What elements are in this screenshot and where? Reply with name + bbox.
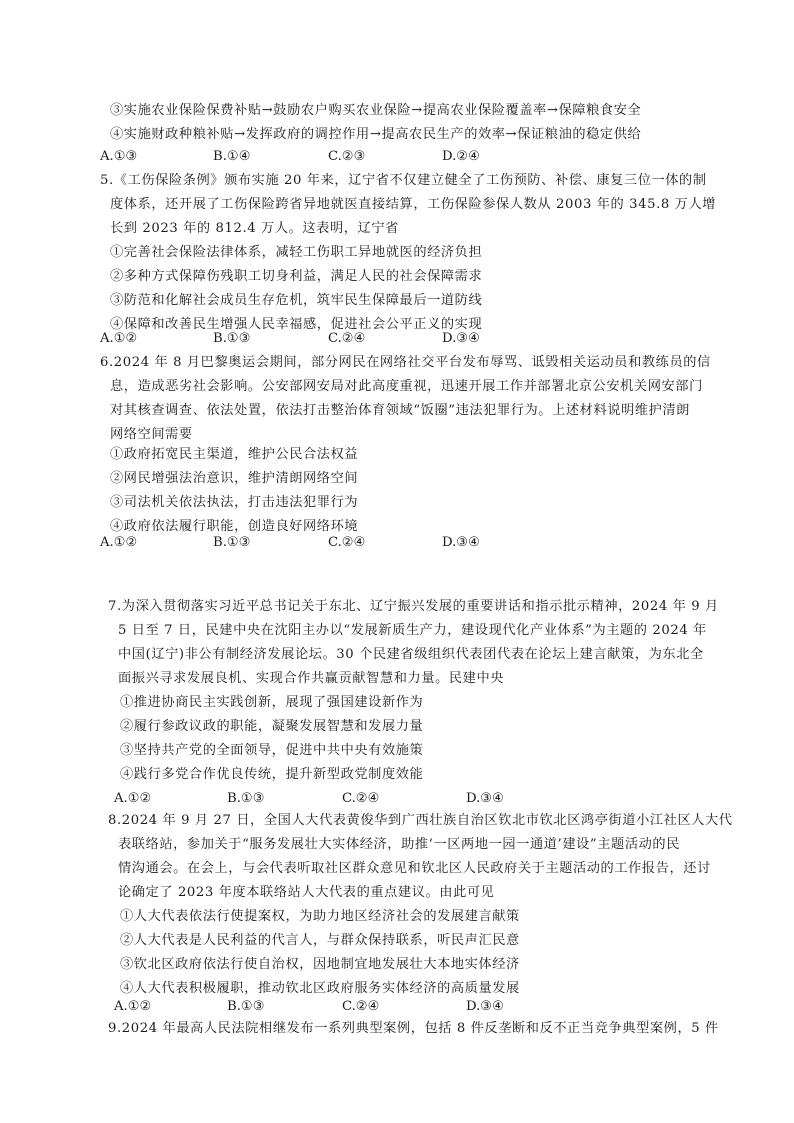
q8-item-1: ①人大代表依法行使提案权，为助力地区经济社会的发展建言献策 xyxy=(120,909,520,924)
q8-option-c: C.②④ xyxy=(342,999,380,1014)
q5-item-1: ①完善社会保险法律体系，减轻工伤职工异地就医的经济负担 xyxy=(110,245,483,260)
q8-option-a: A.①② xyxy=(114,999,152,1014)
q6-stem-line-1: 6.2024 年 8 月巴黎奥运会期间，部分网民在网络社交平台发布辱骂、诋毁相关运动员和教练员的信 xyxy=(100,355,711,370)
q5-option-b: B.①③ xyxy=(213,331,251,346)
q5-option-d: D.③④ xyxy=(442,331,480,346)
q5-option-a: A.①② xyxy=(100,331,138,346)
q6-item-4: ④政府依法履行职能，创造良好网络环境 xyxy=(110,519,359,534)
q5-item-4: ④保障和改善民生增强人民幸福感，促进社会公平正义的实现 xyxy=(110,317,483,332)
q7-item-4: ④践行多党合作优良传统，提升新型政党制度效能 xyxy=(120,767,424,782)
q9-stem-line-1: 9.2024 年最高人民法院相继发布一系列典型案例，包括 8 件反垄断和反不正当竞争典型案例，5 件 xyxy=(108,1021,719,1036)
q8-stem-line-4: 论确定了 2023 年度本联络站人大代表的重点建议。由此可见 xyxy=(118,885,495,900)
q8-stem-line-2: 表联络站，参加关于“服务发展壮大实体经济，助推‘一区两地一园一通道’建设”主题活动的民 xyxy=(118,837,680,852)
q8-option-d: D.③④ xyxy=(466,999,504,1014)
q6-option-c: C.②④ xyxy=(328,535,366,550)
q8-item-2: ②人大代表是人民利益的代言人，与群众保持联系，听民声汇民意 xyxy=(120,933,520,948)
q6-item-2: ②网民增强法治意识，维护清朗网络空间 xyxy=(110,471,359,486)
q7-option-d: D.③④ xyxy=(466,791,504,806)
q6-stem-line-3: 对其核查调查、依法处置，依法打击整治体育领域“饭圈”违法犯罪行为。上述材料说明维护清朗 xyxy=(110,403,690,418)
q7-option-b: B.①③ xyxy=(227,791,265,806)
q6-option-a: A.①② xyxy=(100,535,138,550)
q7-item-2: ②履行参政议政的职能，凝聚发展智慧和发展力量 xyxy=(120,719,424,734)
q7-item-1: ①推进协商民主实践创新，展现了强国建设新作为 xyxy=(120,695,424,710)
q8-item-4: ④人大代表积极履职，推动钦北区政府服务实体经济的高质量发展 xyxy=(120,981,520,996)
q4-item-4: ④实施财政种粮补贴→发挥政府的调控作用→提高农民生产的效率→保证粮油的稳定供给 xyxy=(110,127,642,142)
q7-stem-line-2: 5 日至 7 日，民建中央在沈阳主办以“发展新质生产力，建设现代化产业体系”为主题的 2024 年 xyxy=(118,623,707,638)
q4-option-a: A.①③ xyxy=(100,149,138,164)
q6-stem-line-2: 息，造成恶劣社会影响。公安部网安局对此高度重视，迅速开展工作并部署北京公安机关网安部门 xyxy=(110,379,703,394)
q8-item-3: ③钦北区政府依法行使自治权，因地制宜地发展壮大本地实体经济 xyxy=(120,957,520,972)
q7-option-c: C.②④ xyxy=(342,791,380,806)
q4-option-c: C.②③ xyxy=(328,149,366,164)
q6-option-b: B.①③ xyxy=(213,535,251,550)
q6-stem-line-4: 网络空间需要 xyxy=(110,427,193,442)
q8-stem-line-1: 8.2024 年 9 月 27 日，全国人大代表黄俊华到广西壮族自治区钦北市钦北区鸿亭街道小江社区人大代 xyxy=(108,813,733,828)
q6-option-d: D.③④ xyxy=(442,535,480,550)
q5-stem-line-3: 长到 2023 年的 812.4 万人。这表明，辽宁省 xyxy=(110,221,399,236)
q8-option-b: B.①③ xyxy=(227,999,265,1014)
q7-stem-line-4: 面振兴寻求发展良机、实现合作共赢贡献智慧和力量。民建中央 xyxy=(118,671,505,686)
q6-item-3: ③司法机关依法执法，打击违法犯罪行为 xyxy=(110,495,359,510)
q7-item-3: ③坚持共产党的全面领导，促进中共中央有效施策 xyxy=(120,743,424,758)
q4-item-3: ③实施农业保险保费补贴→鼓励农户购买农业保险→提高农业保险覆盖率→保障粮食安全 xyxy=(110,103,642,118)
q5-item-2: ②多种方式保障伤残职工切身利益，满足人民的社会保障需求 xyxy=(110,269,483,284)
q7-stem-line-1: 7.为深入贯彻落实习近平总书记关于东北、辽宁振兴发展的重要讲话和指示批示精神，2024 年 9 月 xyxy=(108,599,719,614)
q5-stem-line-2: 度体系，还开展了工伤保险跨省异地就医直接结算，工伤保险参保人数从 2003 年的 345.8 万人增 xyxy=(110,197,717,212)
q8-stem-line-3: 情沟通会。在会上，与会代表听取社区群众意见和钦北区人民政府关于主题活动的工作报告，还讨 xyxy=(118,861,711,876)
q7-option-a: A.①② xyxy=(114,791,152,806)
q5-option-c: C.②④ xyxy=(328,331,366,346)
q5-stem-line-1: 5.《工伤保险条例》颁布实施 20 年来，辽宁省不仅建立健全了工伤预防、补偿、康复三位一体的制 xyxy=(100,173,707,188)
q4-option-b: B.①④ xyxy=(213,149,251,164)
q6-item-1: ①政府拓宽民主渠道，维护公民合法权益 xyxy=(110,447,359,462)
q4-option-d: D.②④ xyxy=(442,149,480,164)
q5-item-3: ③防范和化解社会成员生存危机，筑牢民生保障最后一道防线 xyxy=(110,293,483,308)
q7-stem-line-3: 中国(辽宁)非公有制经济发展论坛。30 个民建省级组织代表团代表在论坛上建言献策，为东北全 xyxy=(118,647,704,662)
